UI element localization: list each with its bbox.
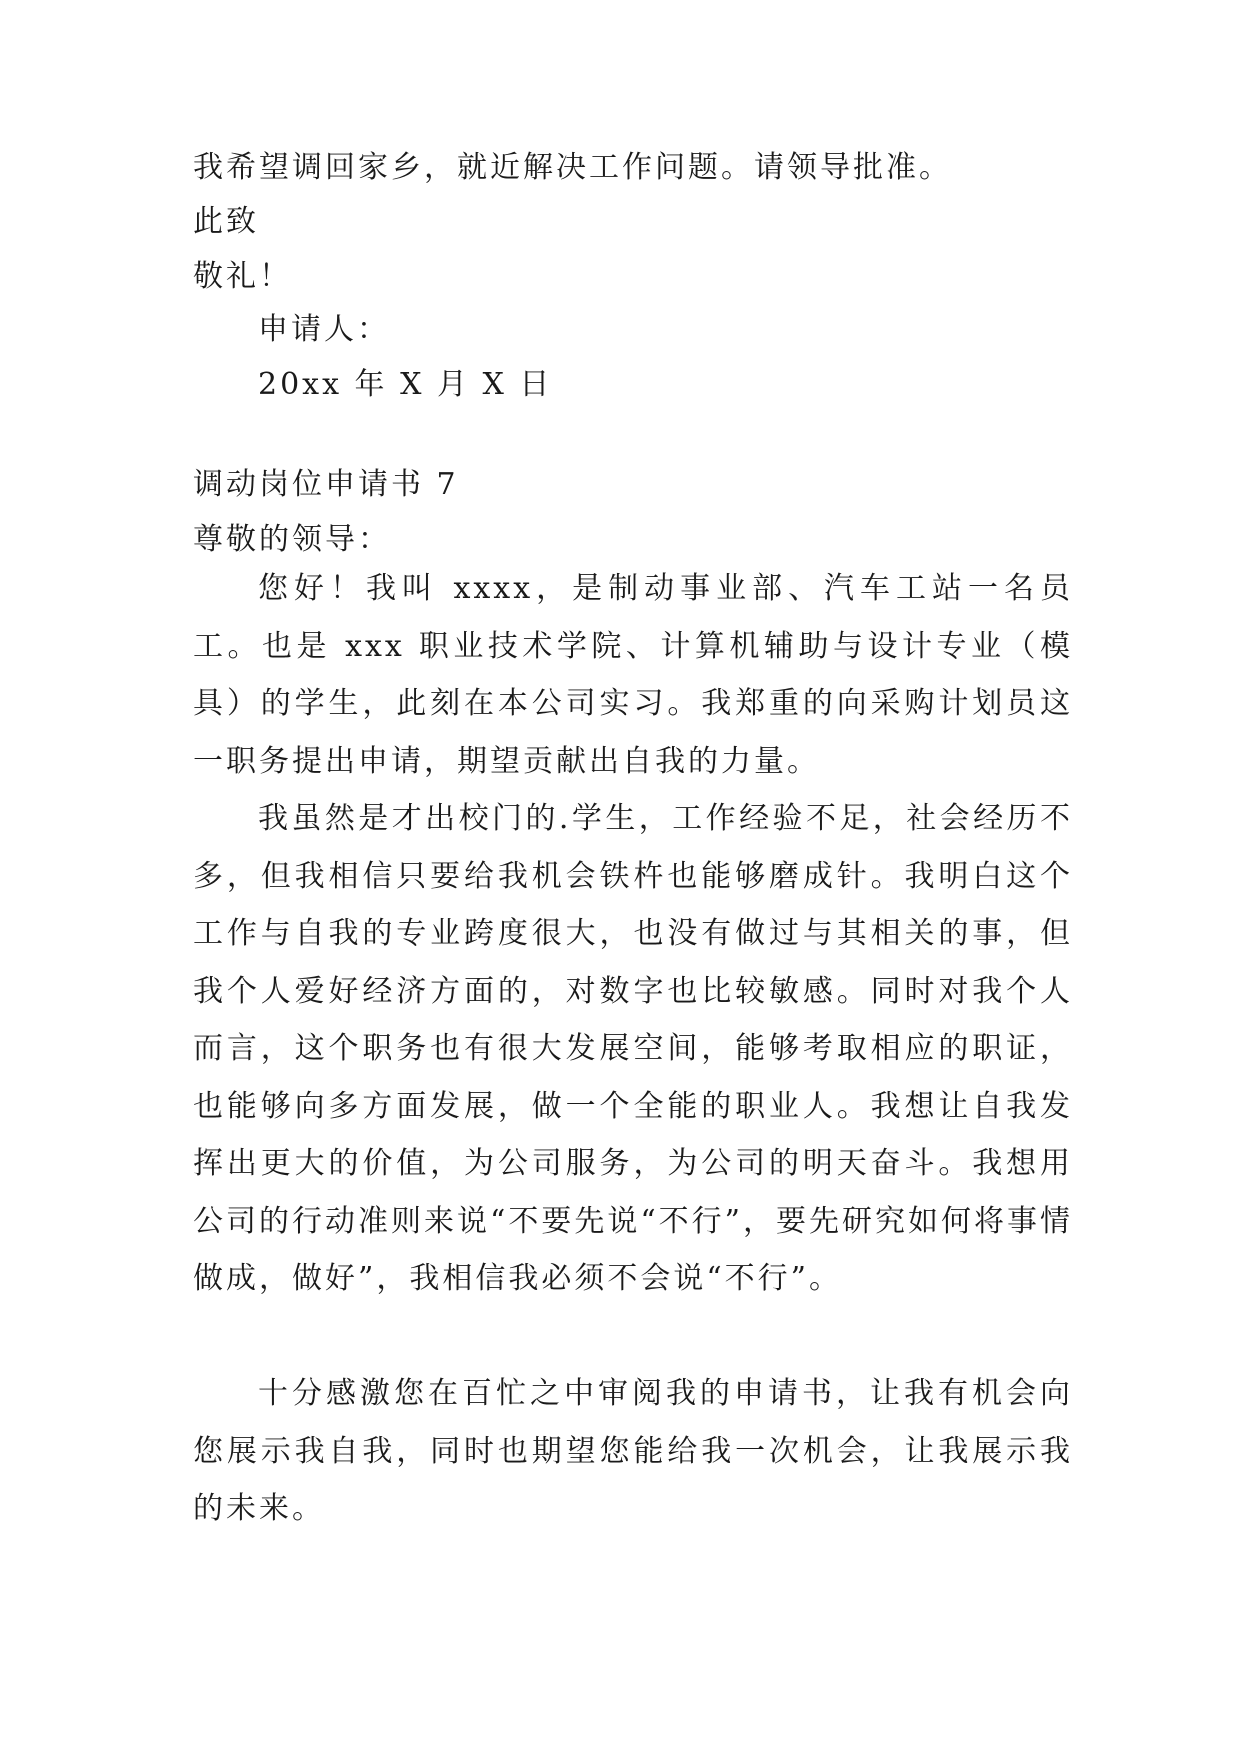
salutation-line-1: 此致 [193,204,259,239]
applicant-label: 申请人： [258,312,390,347]
closing-request-line: 我希望调回家乡，就近解决工作问题。请领导批准。 [193,150,952,185]
body-paragraph-2: 我虽然是才出校门的.学生，工作经验不足，社会经历不多，但我相信只要给我机会铁杵也能够磨成针。我明白这个工作与自我的专业跨度很大，也没有做过与其相关的事，但我个人爱好经济方面的，对数字也比较敏感。同时对我个人而言，这个职务也有很大发展空间，能够考取相应的职证，也能够向多方面发展，做一个全能的职业人。我想让自我发挥出更大的价值，为公司服务，为公司的明天奋斗。我想用公司的行动准则来说“不要先说“不行”，要先研究如何将事情做成，做好”，我相信我必须不会说“不行”。 [193,801,1074,1296]
body-paragraph-1: 您好！我叫 xxxx，是制动事业部、汽车工站一名员工。也是 xxx 职业技术学院、计算机辅助与设计专业（模具）的学生，此刻在本公司实习。我郑重的向采购计划员这一职务提出申请，期望贡献出自我的力量。 [193,571,1073,779]
letter-title: 调动岗位申请书 7 [193,467,459,502]
body-paragraph-3: 十分感激您在百忙之中审阅我的申请书，让我有机会向您展示我自我，同时也期望您能给我一次机会，让我展示我的未来。 [193,1376,1073,1526]
salutation-line-2: 敬礼！ [193,259,292,294]
date-line: 20xx 年 X 月 X 日 [258,367,553,402]
letter-greeting: 尊敬的领导： [193,522,391,557]
